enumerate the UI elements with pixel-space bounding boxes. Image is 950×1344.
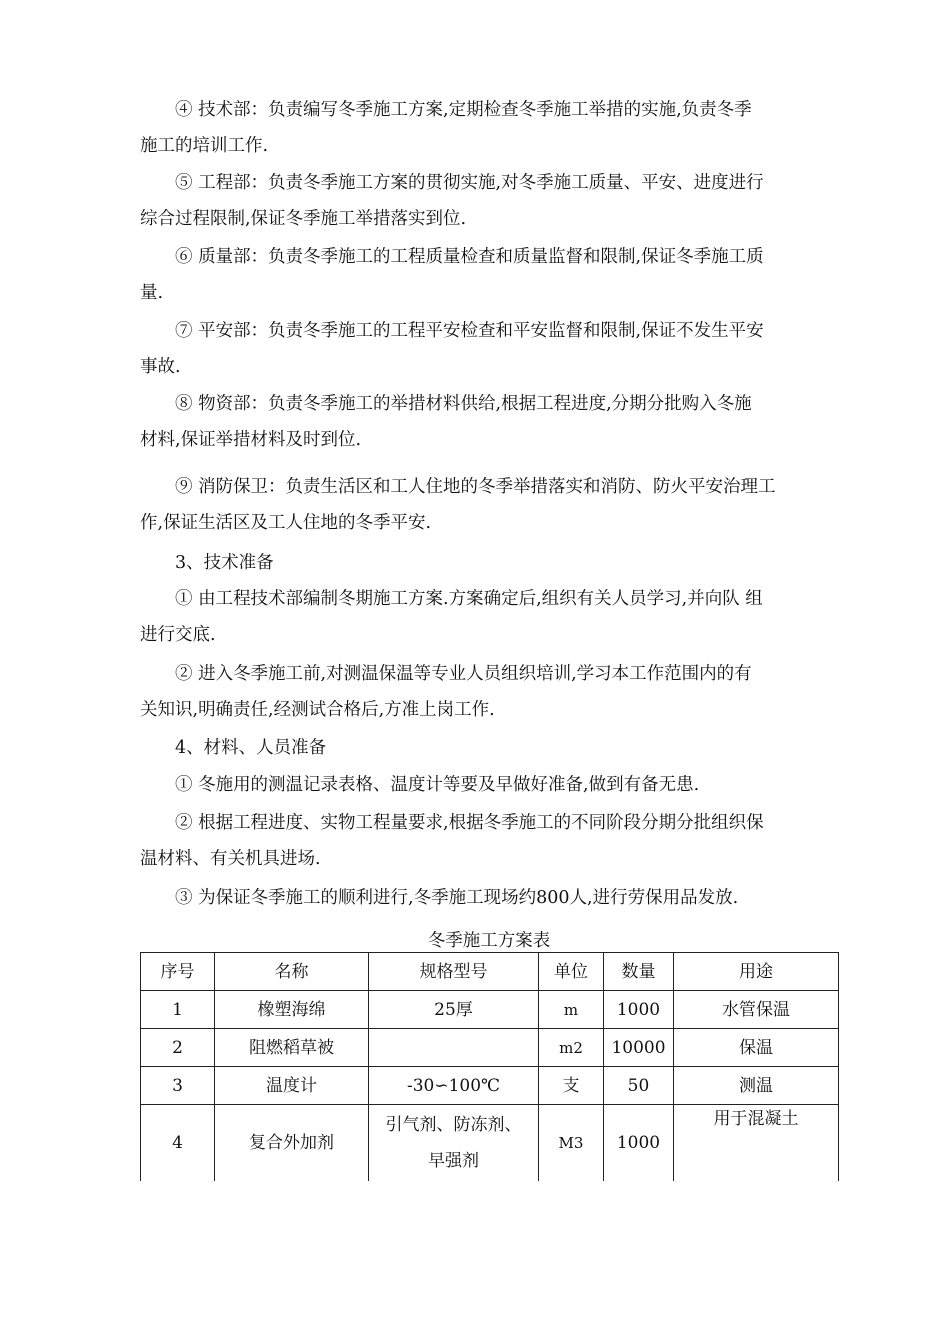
text-line: 材料,保证举措材料及时到位. [140, 430, 362, 450]
section-heading: 3、技术准备 [175, 553, 274, 573]
cell-unit: m2 [539, 1029, 604, 1067]
paragraph-prep-1 [140, 767, 840, 803]
text-line: 施工的培训工作. [140, 136, 269, 156]
cell-no: 2 [141, 1029, 215, 1067]
header-cell: 规格型号 [369, 953, 539, 991]
paragraph-prep-3 [140, 880, 840, 916]
paragraph-fire-security [140, 469, 840, 541]
header-cell: 序号 [141, 953, 215, 991]
text-line: ⑥ 质量部：负责冬季施工的工程质量检查和质量监督和限制,保证冬季施工质 [175, 247, 764, 267]
cell-qty: 10000 [604, 1029, 674, 1067]
table-row [141, 991, 839, 1029]
paragraph-prep-2 [140, 805, 840, 877]
cell-no: 3 [141, 1067, 215, 1105]
text-line: ⑤ 工程部：负责冬季施工方案的贯彻实施,对冬季施工质量、平安、进度进行 [175, 173, 764, 193]
cell-unit: M3 [539, 1105, 604, 1182]
paragraph-quality-dept [140, 239, 840, 311]
cell-name: 复合外加剂 [215, 1105, 369, 1182]
header-cell: 名称 [215, 953, 369, 991]
cell-spec [369, 1105, 539, 1182]
text-line: 进行交底. [140, 625, 216, 645]
text-line: 温材料、有关机具进场. [140, 849, 321, 869]
header-cell: 数量 [604, 953, 674, 991]
heading-materials-staff [140, 730, 840, 766]
text-line: ⑨ 消防保卫：负责生活区和工人住地的冬季举措落实和消防、防火平安治理工 [175, 477, 776, 497]
table-row [141, 1105, 839, 1182]
cell-use: 保温 [674, 1029, 839, 1067]
text-line: ② 进入冬季施工前,对测温保温等专业人员组织培训,学习本工作范围内的有 [175, 664, 752, 684]
cell-no: 4 [141, 1105, 215, 1182]
header-cell: 单位 [539, 953, 604, 991]
paragraph-tech-prep-2 [140, 656, 840, 728]
cell-use: 水管保温 [674, 991, 839, 1029]
text-line: ④ 技术部：负责编写冬季施工方案,定期检查冬季施工举措的实施,负责冬季 [175, 100, 752, 120]
cell-spec: -30∽100℃ [369, 1067, 539, 1105]
cell-qty: 50 [604, 1067, 674, 1105]
table-row [141, 1067, 839, 1105]
cell-spec: 25厚 [369, 991, 539, 1029]
text-line: 关知识,明确责任,经测试合格后,方准上岗工作. [140, 700, 495, 720]
winter-plan-table [140, 952, 839, 1181]
table-row [141, 1029, 839, 1067]
text-line: 综合过程限制,保证冬季施工举措落实到位. [140, 209, 467, 229]
paragraph-engineering-dept [140, 165, 840, 237]
text-line: ⑦ 平安部：负责冬季施工的工程平安检查和平安监督和限制,保证不发生平安 [175, 321, 764, 341]
paragraph-materials-dept [140, 386, 840, 458]
cell-spec-line: 引气剂、防冻剂、 [385, 1115, 522, 1135]
text-line: ③ 为保证冬季施工的顺利进行,冬季施工现场约800人,进行劳保用品发放. [175, 888, 739, 908]
paragraph-tech-dept [140, 92, 840, 164]
text-line: ① 由工程技术部编制冬期施工方案.方案确定后,组织有关人员学习,并向队 组 [175, 589, 763, 609]
text-line: ① 冬施用的测温记录表格、温度计等要及早做好准备,做到有备无患. [175, 775, 700, 795]
cell-name: 温度计 [215, 1067, 369, 1105]
cell-qty: 1000 [604, 991, 674, 1029]
cell-name: 橡塑海绵 [215, 991, 369, 1029]
text-line: 量. [140, 283, 164, 303]
section-heading: 4、材料、人员准备 [175, 738, 327, 758]
header-cell: 用途 [674, 953, 839, 991]
heading-tech-prep [140, 545, 840, 581]
cell-unit: 支 [539, 1067, 604, 1105]
cell-name: 阻燃稻草被 [215, 1029, 369, 1067]
text-line: ② 根据工程进度、实物工程量要求,根据冬季施工的不同阶段分期分批组织保 [175, 813, 764, 833]
cell-spec [369, 1029, 539, 1067]
paragraph-safety-dept [140, 313, 840, 385]
cell-unit: m [539, 991, 604, 1029]
cell-spec-line: 早强剂 [428, 1151, 479, 1171]
text-line: ⑧ 物资部：负责冬季施工的举措材料供给,根据工程进度,分期分批购入冬施 [175, 394, 752, 414]
paragraph-tech-prep-1 [140, 581, 840, 653]
table-header-row [141, 953, 839, 991]
text-line: 事故. [140, 357, 181, 377]
cell-no: 1 [141, 991, 215, 1029]
text-line: 作,保证生活区及工人住地的冬季平安. [140, 513, 432, 533]
table-caption: 冬季施工方案表 [427, 931, 551, 951]
cell-qty: 1000 [604, 1105, 674, 1182]
cell-use: 测温 [674, 1067, 839, 1105]
cell-use: 用于混凝土 [674, 1105, 839, 1182]
